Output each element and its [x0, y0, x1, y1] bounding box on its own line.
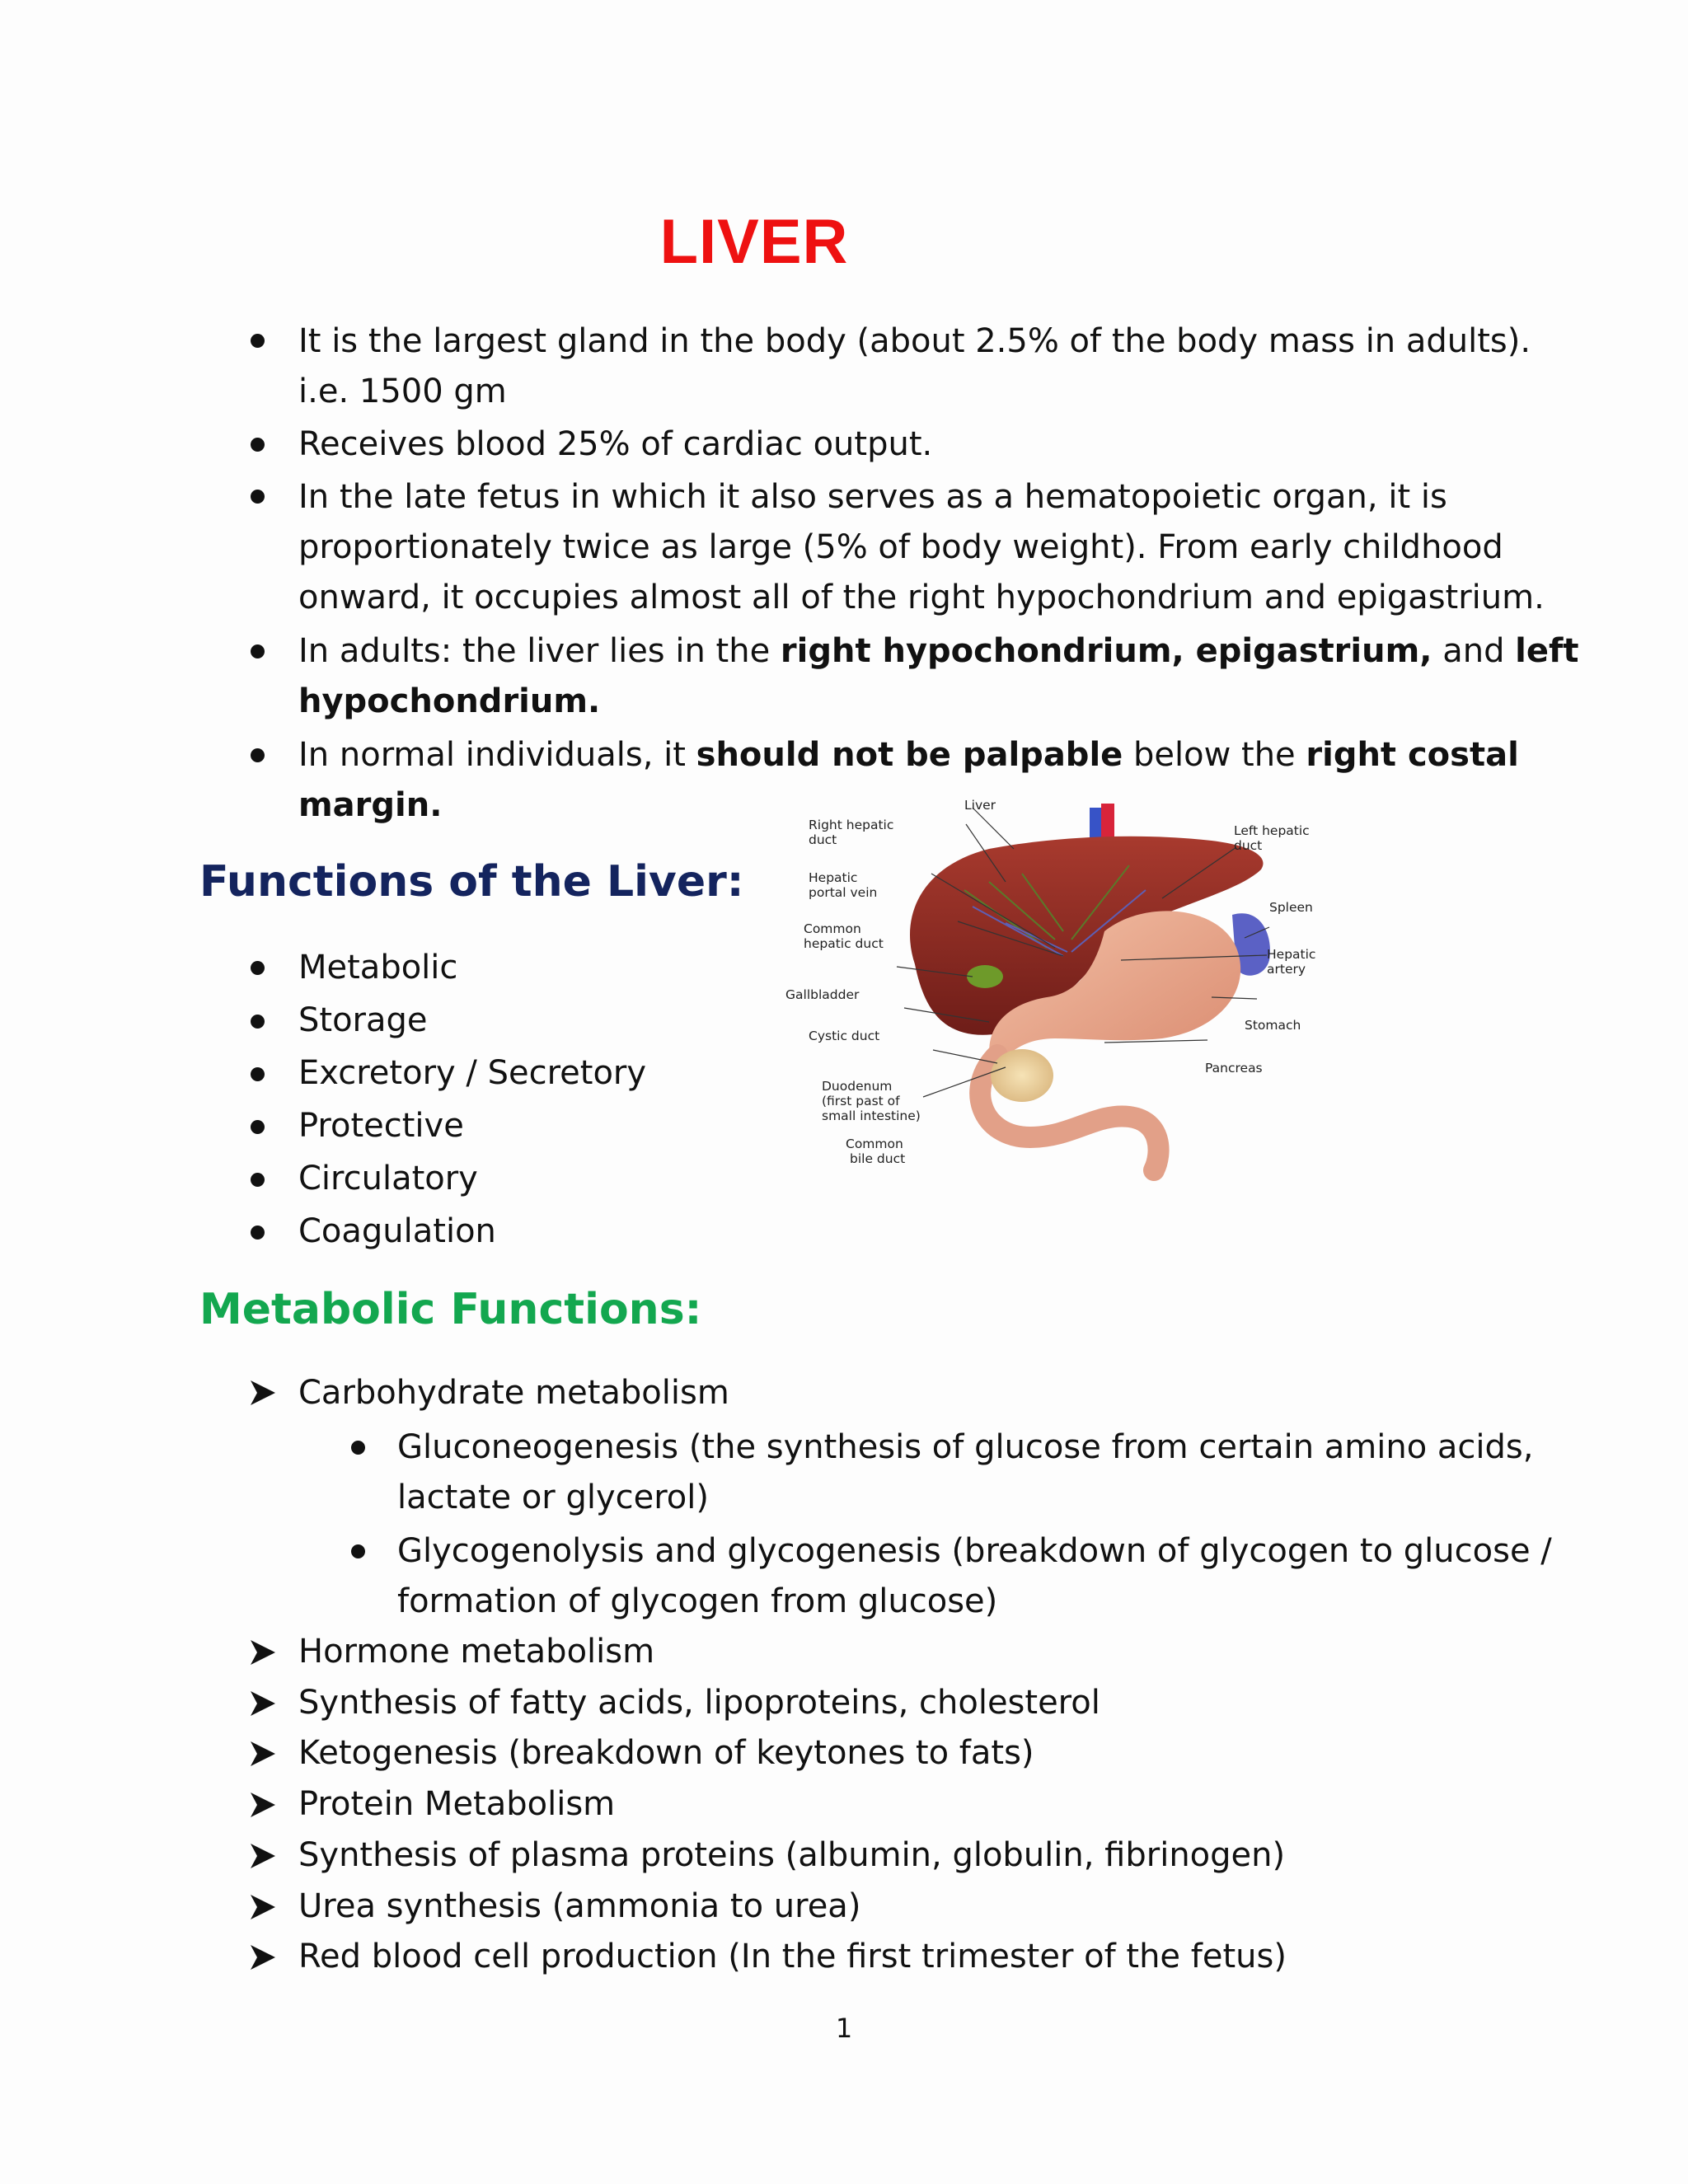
- functions-heading: Functions of the Liver:: [199, 857, 744, 907]
- intro-bullet-5-line-1: In normal individuals, it should not be palpable below the right costal: [298, 736, 1519, 774]
- intro-bullet-1-line-2: i.e. 1500 gm: [298, 373, 507, 410]
- label-common-bile-duct: Common: [846, 1137, 903, 1151]
- function-item: Coagulation: [298, 1212, 496, 1250]
- function-item: Protective: [298, 1107, 464, 1145]
- function-item: Circulatory: [298, 1160, 478, 1197]
- pancreas-head-shape: [991, 1049, 1053, 1102]
- label-spleen: Spleen: [1269, 900, 1313, 915]
- intro-bullet-3-line-3: onward, it occupies almost all of the right hypochondrium and epigastrium.: [298, 579, 1545, 616]
- label-left-hepatic-duct: Left hepatic: [1234, 823, 1310, 838]
- bullet-dot: [251, 1015, 265, 1029]
- bullet-dot: [251, 1173, 265, 1187]
- intro-bullet-4-line-2: hypochondrium.: [298, 682, 601, 720]
- label-hepatic-artery: Hepatic: [1267, 947, 1316, 962]
- function-item: Metabolic: [298, 949, 458, 987]
- bullet-dot: [251, 334, 265, 348]
- bullet-dot: [251, 1067, 265, 1081]
- sub-item-glycogenolysis-line-1: Glycogenolysis and glycogenesis (breakdown of glycogen to glucose /: [397, 1532, 1552, 1570]
- metabolic-item: Red blood cell production (In the first trimester of the fetus): [298, 1938, 1287, 1975]
- bullet-dot: [251, 961, 265, 975]
- page-title: LIVER: [659, 207, 849, 277]
- label-stomach: Stomach: [1245, 1018, 1301, 1033]
- intro-bullet-5-line-2: margin.: [298, 786, 443, 824]
- page-number: 1: [835, 2013, 853, 2044]
- label-liver: Liver: [964, 798, 996, 813]
- label-duodenum-2: (first past of: [822, 1094, 900, 1108]
- metabolic-item: Synthesis of fatty acids, lipoproteins, cholesterol: [298, 1684, 1100, 1722]
- label-duodenum: Duodenum: [822, 1079, 893, 1094]
- label-cystic-duct: Cystic duct: [809, 1029, 880, 1043]
- label-left-hepatic-duct-2: duct: [1234, 838, 1263, 853]
- bullet-dot: [251, 1226, 265, 1240]
- bullet-dot: [251, 490, 265, 504]
- intro-bullet-3-line-2: proportionately twice as large (5% of body weight). From early childhood: [298, 528, 1503, 566]
- sub-item-gluconeogenesis-line-2: lactate or glycerol): [397, 1479, 709, 1516]
- metabolic-item: Ketogenesis (breakdown of keytones to fats): [298, 1734, 1034, 1772]
- metabolic-item: Synthesis of plasma proteins (albumin, globulin, fibrinogen): [298, 1836, 1286, 1874]
- intro-bullet-2: Receives blood 25% of cardiac output.: [298, 425, 933, 463]
- bullet-dot: [251, 748, 265, 762]
- label-pancreas: Pancreas: [1205, 1061, 1263, 1076]
- label-right-hepatic-duct: Right hepatic: [809, 818, 894, 832]
- label-common-hepatic-duct: Common: [804, 921, 861, 936]
- label-gallbladder: Gallbladder: [785, 987, 860, 1002]
- arrow-bullet-icon: [249, 1791, 277, 1819]
- arrow-bullet-icon: [249, 1638, 277, 1666]
- arrow-bullet-icon: [249, 1690, 277, 1718]
- label-right-hepatic-duct-2: duct: [809, 832, 837, 847]
- intro-bullet-1-line-1: It is the largest gland in the body (about 2.5% of the body mass in adults).: [298, 322, 1531, 360]
- intro-bullet-3-line-1: In the late fetus in which it also serves as a hematopoietic organ, it is: [298, 478, 1447, 516]
- function-item: Storage: [298, 1001, 428, 1039]
- bullet-dot: [351, 1441, 365, 1455]
- sub-item-glycogenolysis-line-2: formation of glycogen from glucose): [397, 1582, 998, 1620]
- liver-anatomy-diagram: [775, 791, 1352, 1187]
- arrow-bullet-icon: [249, 1740, 277, 1768]
- metabolic-item: Hormone metabolism: [298, 1633, 655, 1671]
- metabolic-item-carbohydrate: Carbohydrate metabolism: [298, 1374, 729, 1412]
- label-common-hepatic-duct-2: hepatic duct: [804, 936, 884, 951]
- arrow-bullet-icon: [249, 1893, 277, 1921]
- intro-bullet-4-line-1: In adults: the liver lies in the right hypochondrium, epigastrium, and left: [298, 632, 1579, 670]
- label-common-bile-duct-2: bile duct: [850, 1151, 906, 1166]
- label-hepatic-portal-vein: Hepatic: [809, 870, 858, 885]
- bullet-dot: [351, 1544, 365, 1558]
- label-hepatic-artery-2: artery: [1267, 962, 1306, 977]
- arrow-bullet-icon: [249, 1943, 277, 1971]
- arrow-bullet-icon: [249, 1379, 277, 1407]
- function-item: Excretory / Secretory: [298, 1054, 647, 1092]
- arrow-bullet-icon: [249, 1842, 277, 1870]
- sub-item-gluconeogenesis-line-1: Gluconeogenesis (the synthesis of glucose from certain amino acids,: [397, 1428, 1534, 1466]
- label-hepatic-portal-vein-2: portal vein: [809, 885, 878, 900]
- metabolic-heading: Metabolic Functions:: [199, 1285, 702, 1334]
- metabolic-item: Urea synthesis (ammonia to urea): [298, 1887, 861, 1925]
- bullet-dot: [251, 644, 265, 658]
- label-duodenum-3: small intestine): [822, 1108, 921, 1123]
- bullet-dot: [251, 1120, 265, 1134]
- metabolic-item: Protein Metabolism: [298, 1785, 616, 1823]
- bullet-dot: [251, 438, 265, 452]
